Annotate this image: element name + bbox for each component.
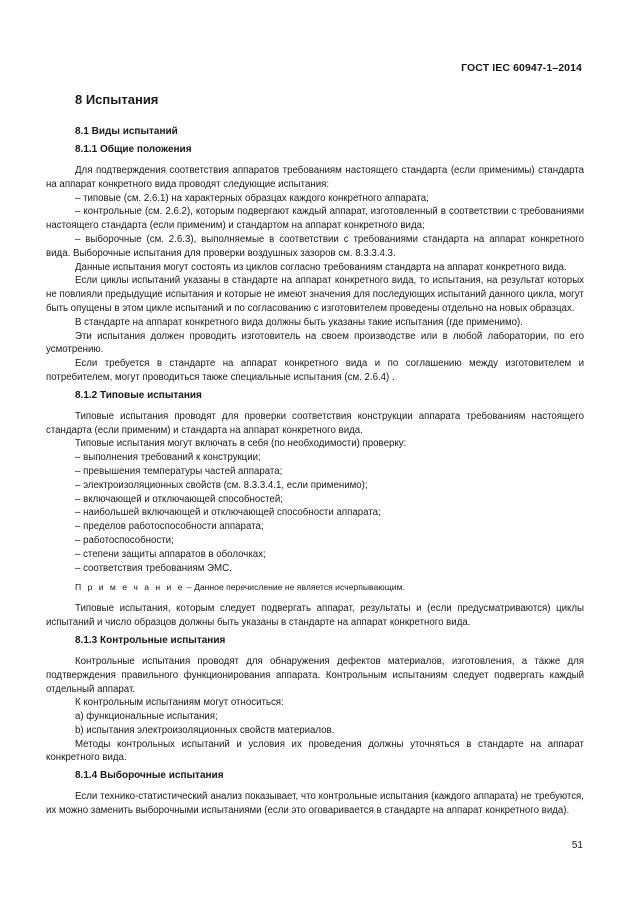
- heading-8-1-1: 8.1.1 Общие положения: [75, 144, 192, 155]
- list-item: – превышения температуры частей аппарата;: [75, 465, 283, 477]
- paragraph: Типовые испытания проводят для проверки соответствия конструкции аппарата требованиям настоящего стандарта (если применим) и стандарта на аппарат конкретного вида.: [46, 410, 584, 436]
- heading-8-1-4: 8.1.4 Выборочные испытания: [75, 770, 224, 782]
- paragraph: Эти испытания должен проводить изготовитель на своем производстве или в любой лаборатории, по его усмотрению.: [46, 330, 584, 356]
- list-item: – соответствия требованиям ЭМС.: [75, 562, 232, 574]
- list-item: – наибольшей включающей и отключающей способности аппарата;: [75, 507, 381, 519]
- paragraph: Типовые испытания могут включать в себя (по необходимости) проверку:: [75, 438, 407, 450]
- list-item: – типовые (см. 2.6.1) на характерных образцах каждого конкретного аппарата;: [75, 192, 429, 204]
- subsection-title-8-1: 8.1 Виды испытаний: [75, 126, 178, 137]
- list-item: a) функциональные испытания;: [75, 711, 218, 723]
- list-item: – электроизоляционных свойств (см. 8.3.3.4.1, если применимо);: [75, 479, 368, 491]
- list-item: – выборочные (см. 2.6.3), выполняемые в соответствии с требованиями стандарта на аппарат конкретного вида. Выборочные испытания для проверки воздушных зазоров см. 8.3.3.4.3.: [46, 233, 584, 259]
- heading-8-1-3: 8.1.3 Контрольные испытания: [75, 634, 226, 646]
- note-text: – Данное перечисление не является исчерпывающим.: [184, 582, 405, 593]
- paragraph: Данные испытания могут состоять из циклов согласно требованиям стандарта на аппарат конкретного вида.: [75, 261, 567, 273]
- list-item: b) испытания электроизоляционных свойств материалов.: [75, 724, 335, 736]
- list-item: – пределов работоспособности аппарата;: [75, 521, 264, 533]
- paragraph: Если циклы испытаний указаны в стандарте на аппарат конкретного вида, то испытания, на результат которых не повлияли предыдущие испытания и которые не имеют значения для последующих испытаний данного цикла, могут быть опущены в этом цикле испытаний и по согласованию с изготовителем проведены отдельно на новых образцах.: [46, 275, 584, 314]
- note-label: П р и м е ч а н и е: [75, 582, 185, 593]
- document-body: [46, 92, 584, 818]
- paragraph: Если требуется в стандарте на аппарат конкретного вида и по соглашению между изготовителем и потребителем, могут проводиться также специальные испытания (см. 2.6.4) .: [46, 358, 584, 383]
- paragraph: Для подтверждения соответствия аппаратов требованиям настоящего стандарта (если применимы) стандарта на аппарат конкретного вида проводят следующие испытания:: [46, 165, 584, 190]
- paragraph: В стандарте на аппарат конкретного вида должны быть указаны такие испытания (где применимо).: [75, 316, 523, 328]
- paragraph: Типовые испытания, которым следует подвергать аппарат, результаты и (если предусматриваются) циклы испытаний и число образцов должны быть указаны в стандарте на аппарат конкретного вида.: [46, 603, 584, 629]
- list-item: – контрольные (см. 2.6.2), которым подвергают каждый аппарат, изготовленный в соответствии с требованиями настоящего стандарта (если применим) и стандартом на аппарат конкретного вида;: [46, 206, 584, 232]
- list-item: – степени защиты аппаратов в оболочках;: [75, 548, 266, 560]
- paragraph: Если технико-статистический анализ показывает, что контрольные испытания (каждого аппарата) не требуются, их можно заменить выборочными испытаниями (если это оговаривается в стандарте на аппарат конкретного вида).: [46, 791, 584, 817]
- paragraph: Методы контрольных испытаний и условия их проведения должны уточняться в стандарте на аппарат конкретного вида.: [46, 738, 584, 764]
- list-item: – включающей и отключающей способностей;: [75, 493, 283, 505]
- paragraph: К контрольным испытаниям могут относиться:: [75, 697, 284, 709]
- note: [75, 581, 584, 594]
- standard-number: ГОСТ IEC 60947-1–2014: [461, 62, 582, 74]
- paragraph: Контрольные испытания проводят для обнаружения дефектов материалов, изготовления, а также для подтверждения правильного функционирования аппарата. Контрольным испытаниям следует подвергать каждый отдельный аппарат.: [46, 655, 584, 695]
- page-number: 51: [571, 840, 583, 851]
- section-title: 8 Испытания: [75, 92, 159, 107]
- list-item: – выполнения требований к конструкции;: [75, 452, 261, 464]
- heading-8-1-2: 8.1.2 Типовые испытания: [75, 389, 202, 401]
- list-item: – работоспособности;: [75, 534, 174, 546]
